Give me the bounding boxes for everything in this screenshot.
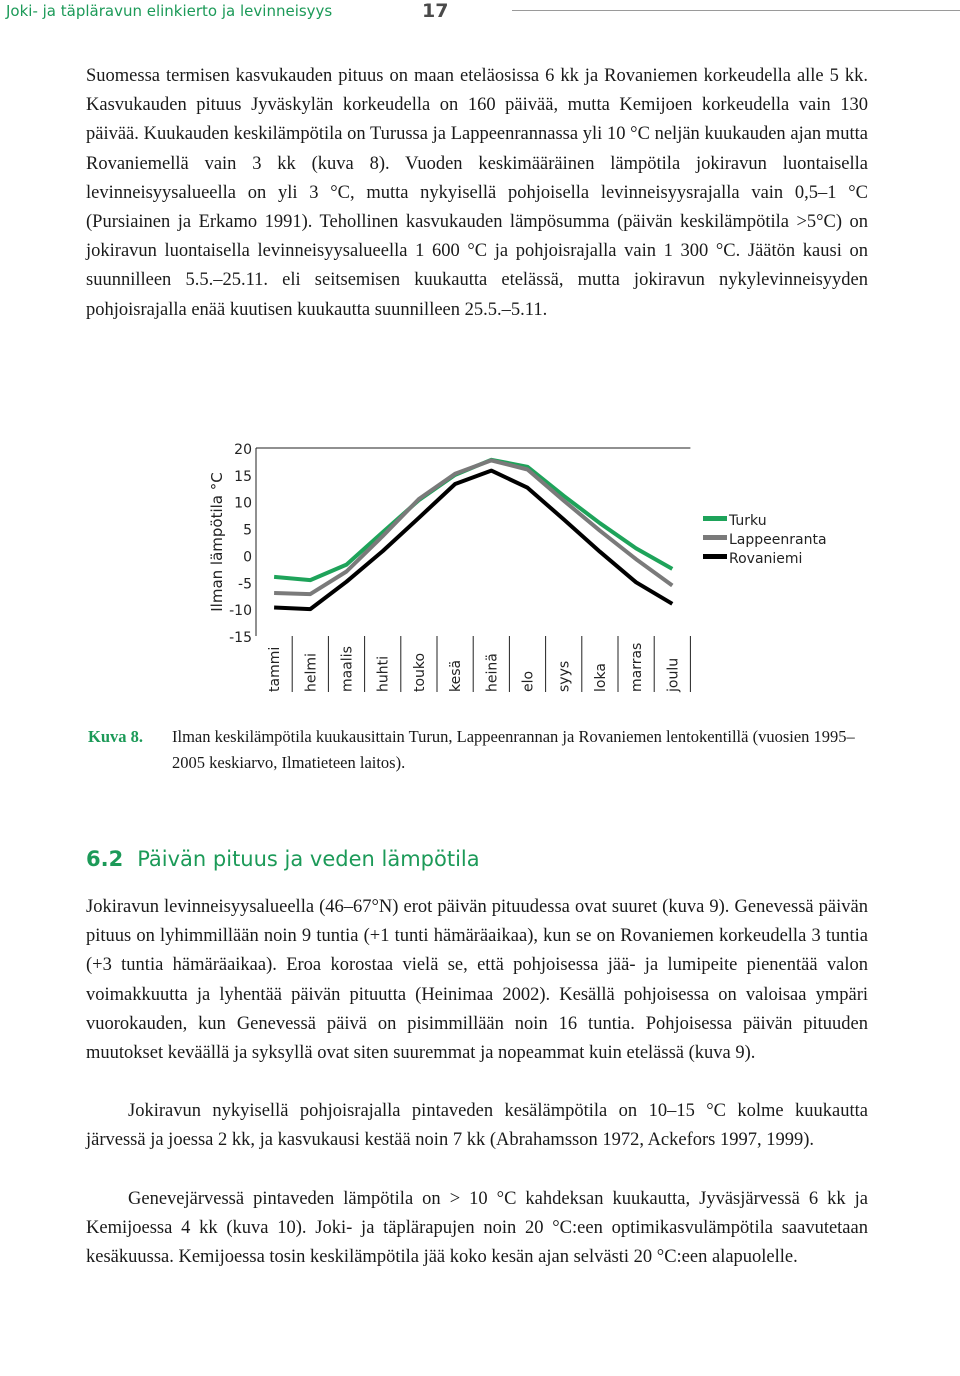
y-axis-label: Ilman lämpötila °C (208, 472, 226, 612)
y-tick-label: 5 (243, 522, 252, 539)
legend-label: Rovaniemi (729, 551, 803, 567)
legend-label: Turku (729, 513, 767, 529)
y-tick-label: -15 (229, 630, 252, 646)
page-number: 17 (422, 0, 449, 22)
paragraph-4: Genevejärvessä pintaveden lämpötila on > 10 °C kahdeksan kuukautta, Jyväsjärvessä 6 kk ja Kemijoessa 4 kk (kuva 10). Joki- ja täplärapujen noin 20 °C:een optimikasvulämpötila saavutetaan kesäkuussa. Kemijoessa tosin keskilämpötila jää koko kesän ajan selvästi 20 °C:een alapuolelle. (86, 1189, 868, 1268)
legend-swatch (703, 554, 727, 559)
x-tick-label: joulu (665, 657, 682, 692)
series-line-lappeenranta (274, 460, 672, 594)
y-tick-label: -10 (229, 603, 252, 620)
x-tick-label: loka (592, 663, 609, 692)
x-tick-label: huhti (375, 656, 392, 692)
x-tick-label: touko (411, 652, 428, 692)
running-title: Joki- ja täpläravun elinkierto ja levinneisyys (6, 2, 333, 20)
x-tick-label: maalis (339, 646, 356, 692)
header-rule (512, 10, 960, 11)
y-tick-label: 15 (234, 468, 252, 485)
section-title: Päivän pituus ja veden lämpötila (137, 847, 480, 871)
legend-swatch (703, 516, 727, 521)
x-tick-label: tammi (267, 646, 284, 692)
x-tick-label: heinä (484, 653, 501, 692)
caption-text: Ilman keskilämpötila kuukausittain Turun, Lappeenrannan ja Rovaniemen lentokentillä (vuosien 1995–2005 keskiarvo, Ilmatieteen laitos). (172, 727, 855, 772)
y-tick-label: 10 (234, 495, 252, 512)
caption-label: Kuva 8. (88, 727, 144, 746)
x-tick-label: syys (556, 660, 573, 692)
section-heading (86, 847, 480, 871)
section-number: 6.2 (86, 847, 124, 871)
y-tick-label: -5 (238, 576, 252, 593)
x-tick-label: kesä (448, 659, 465, 692)
x-tick-label: marras (629, 642, 646, 692)
x-tick-label: elo (520, 670, 537, 692)
y-tick-label: 20 (234, 442, 252, 458)
x-tick-label: helmi (303, 653, 320, 692)
paragraph-2: Jokiravun levinneisyysalueella (46–67°N) erot päivän pituudessa ovat suuret (kuva 9). Genevessä päivän pituus on lyhimmillään noin 9 tuntia (+1 tunti hämäräaikaa), kun se on Rovaniemen korkeudella 3 tuntia (+3 tuntia hämäräaikaa). Eroa korostaa vielä se, että pohjoisessa jää- ja lumipeite pienentää valon voimakkuutta ja lyhentää päivän pituutta (Heinimaa 2002). Kesällä pohjoisessa on valoisaa ympäri vuorokauden, kun Genevessä päivä on pisimmillään noin 16 tuntia. Pohjoisessa päivän pituuden muutokset keväällä ja syksyllä ovat siten suuremmat ja nopeammat kuin etelässä (kuva 9). (86, 897, 868, 1064)
y-tick-label: 0 (243, 549, 252, 566)
running-header (0, 0, 960, 30)
legend-label: Lappeenranta (729, 532, 827, 548)
temperature-chart (200, 430, 860, 700)
paragraph-1: Suomessa termisen kasvukauden pituus on maan eteläosissa 6 kk ja Rovaniemen korkeudella alle 5 kk. Kasvukauden pituus Jyväskylän korkeudella on 160 päivää, mutta Kemijoen korkeudella vain 130 päivää. Kuukauden keskilämpötila on Turussa ja Lappeenrannassa yli 10 °C neljän kuukauden ajan mutta Rovaniemellä vain 3 kk (kuva 8). Vuoden keskimääräinen lämpötila jokiravun luontaisella levinneisyysalueella on yli 3 °C, mutta nykyisellä pohjoisella levinneisyysrajalla vain 0,5–1 °C (Pursiainen ja Erkamo 1991). Tehollinen kasvukauden lämpösumma (päivän keskilämpötila >5°C) on jokiravun luontaisella levinneisyysalueella 1 600 °C ja pohjoisrajalla vain 1 300 °C. Jäätön kausi on suunnilleen 5.5.–25.11. eli seitsemisen kuukautta etelässä, mutta jokiravun nykylevinneisyyden pohjoisrajalla enää kuutisen kuukautta suunnilleen 25.5.–5.11. (86, 66, 868, 320)
paragraph-3: Jokiravun nykyisellä pohjoisrajalla pintaveden kesälämpötila on 10–15 °C kolme kuukautta järvessä ja joessa 2 kk, ja kasvukausi kestää noin 7 kk (Abrahamsson 1972, Ackefors 1997, 1999). (86, 1101, 868, 1151)
legend-swatch (703, 535, 727, 540)
